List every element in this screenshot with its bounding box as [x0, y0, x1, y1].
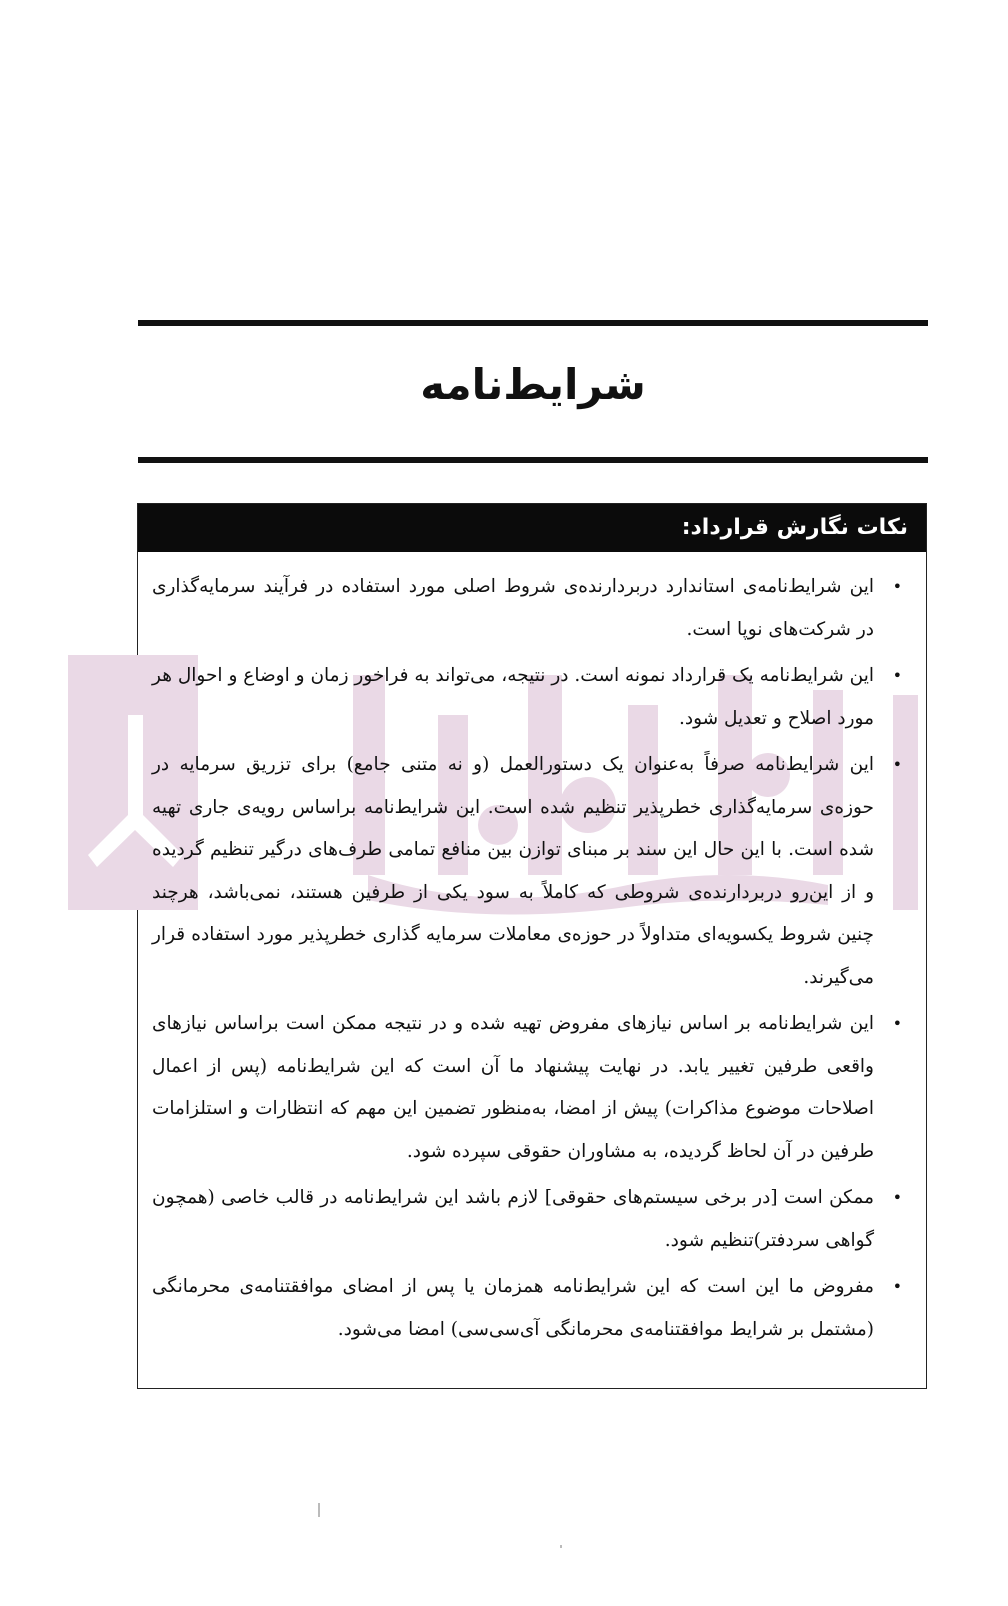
bullet-icon: • — [892, 1014, 902, 1033]
bullet-icon: • — [892, 1277, 902, 1296]
list-item — [152, 1266, 906, 1351]
list-item — [152, 1177, 906, 1262]
notes-list — [138, 552, 926, 1351]
list-item — [152, 566, 906, 651]
page-title: شرایط‌نامه — [420, 360, 646, 409]
list-item — [152, 655, 906, 740]
title-top-rule — [138, 320, 928, 326]
note-text: مفروض ما این است که این شرایط‌نامه همزمان یا پس از امضای موافقتنامه‌ی محرمانگی (مشتمل بر شرایط موافقتنامه‌ی محرمانگی آی‌سی‌سی) امضا می‌شود. — [152, 1276, 874, 1340]
scan-speck — [560, 1545, 562, 1548]
list-item — [152, 1003, 906, 1173]
title-bottom-rule — [138, 457, 928, 463]
bullet-icon: • — [892, 577, 902, 596]
bullet-icon: • — [892, 755, 902, 774]
notes-heading: نکات نگارش قرارداد: — [138, 504, 926, 552]
note-text: این شرایط‌نامه‌ی استاندارد دربردارنده‌ی شروط اصلی مورد استفاده در فرآیند سرمایه‌گذاری در شرکت‌های نوپا است. — [152, 576, 874, 640]
bullet-icon: • — [892, 1188, 902, 1207]
bullet-icon: • — [892, 666, 902, 685]
contract-notes-box — [137, 503, 927, 1389]
note-text: این شرایط‌نامه صرفاً به‌عنوان یک دستورالعمل (و نه متنی جامع) برای تزریق سرمایه در حوزه‌ی سرمایه‌گذاری خطرپذیر تنظیم شده است. این شرایط‌نامه براساس رویه‌ی جاری تهیه شده است. با این حال این سند بر مبنای توازن بین منافع تمامی طرف‌های درگیر تنظیم گردیده و از این‌رو دربردارنده‌ی شروطی که کاملاً به سود یکی از طرفین هستند، نمی‌باشد، هرچند چنین شروط یکسویه‌ای متداولاً در حوزه‌ی معاملات سرمایه گذاری خطرپذیر مورد استفاده قرار می‌گیرند. — [152, 754, 874, 988]
list-item — [152, 744, 906, 999]
note-text: این شرایط‌نامه بر اساس نیازهای مفروض تهیه شده و در نتیجه ممکن است براساس نیازهای واقعی طرفین تغییر یابد. در نهایت پیشنهاد ما آن است که این شرایط‌نامه (پس از اعمال اصلاحات موضوع مذاکرات) پیش از امضا، به‌منظور تضمین این مهم که انتظارات و استلزامات طرفین در آن لحاظ گردیده، به مشاوران حقوقی سپرده شود. — [152, 1013, 874, 1162]
scan-speck — [318, 1503, 320, 1517]
note-text: ممکن است [در برخی سیستم‌های حقوقی] لازم باشد این شرایط‌نامه در قالب خاصی (همچون گواهی سردفتر)تنظیم شود. — [152, 1187, 874, 1251]
note-text: این شرایط‌نامه یک قرارداد نمونه است. در نتیجه، می‌تواند به فراخور زمان و اوضاع و احوال هر مورد اصلاح و تعدیل شود. — [152, 665, 874, 729]
